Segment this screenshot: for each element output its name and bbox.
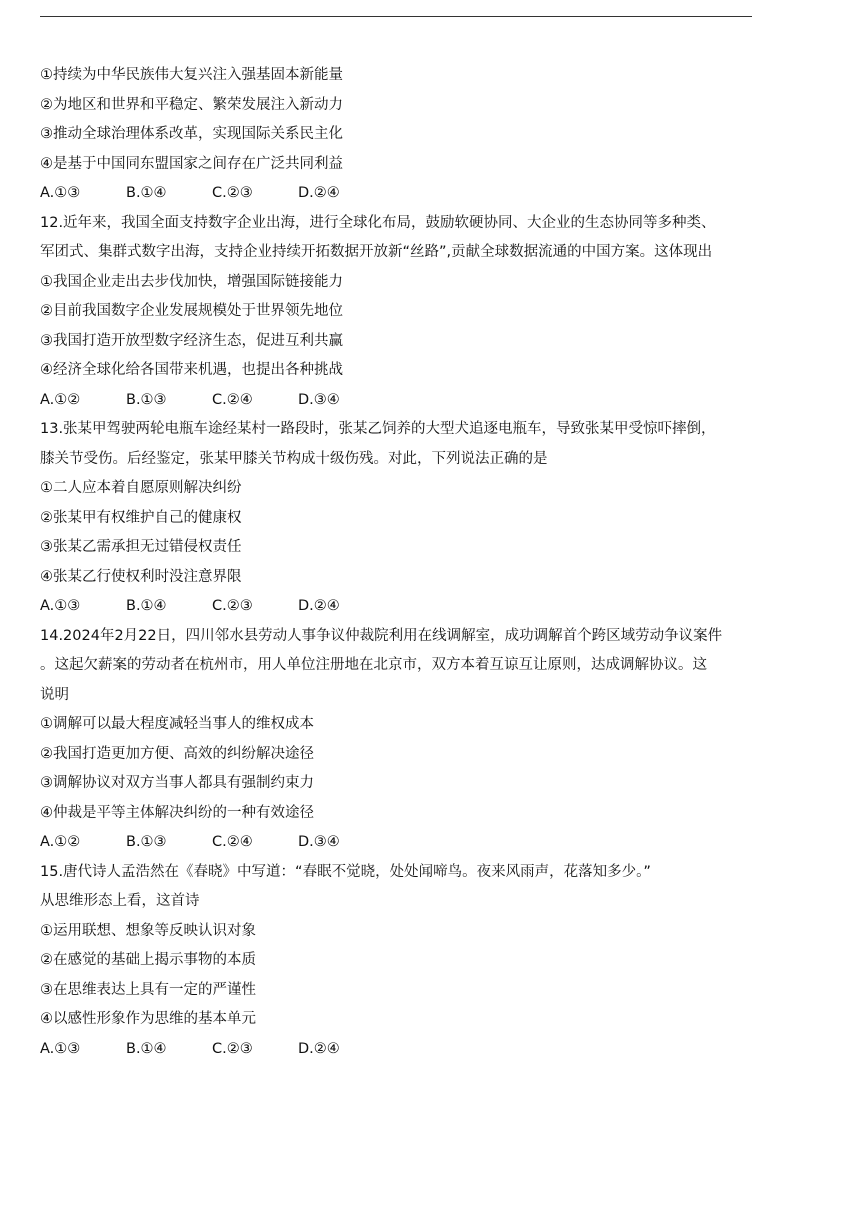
q15-item-2: ②在感觉的基础上揭示事物的本质 xyxy=(40,952,256,968)
q14-stem-line-1: 14.2024年2月22日，四川邻水县劳动人事争议仲裁院利用在线调解室，成功调解首个跨区域劳动争议案件 xyxy=(40,627,723,644)
q13-stem-line-1: 13.张某甲驾驶两轮电瓶车途经某村一路段时，张某乙饲养的大型犬追逐电瓶车，导致张某甲受惊吓摔倒， xyxy=(40,421,716,437)
question-12 xyxy=(40,209,752,416)
q11-item-2: ②为地区和世界和平稳定、繁荣发展注入新动力 xyxy=(40,96,343,113)
q12-item-3: ③我国打造开放型数字经济生态，促进互利共赢 xyxy=(40,332,343,349)
q12-option-b: B.①③ xyxy=(126,391,167,408)
q13-option-c: C.②③ xyxy=(212,598,253,614)
q14-options xyxy=(40,828,752,858)
question-15 xyxy=(40,858,752,1065)
q14-option-a: A.①② xyxy=(40,834,81,850)
q11-item-4: ④是基于中国同东盟国家之间存在广泛共同利益 xyxy=(40,155,343,172)
q15-item-3: ③在思维表达上具有一定的严谨性 xyxy=(40,981,256,998)
q13-item-2: ②张某甲有权维护自己的健康权 xyxy=(40,509,242,526)
q14-item-3: ③调解协议对双方当事人都具有强制约束力 xyxy=(40,775,314,791)
q15-item-4: ④以感性形象作为思维的基本单元 xyxy=(40,1011,256,1027)
q13-item-3: ③张某乙需承担无过错侵权责任 xyxy=(40,539,242,555)
q15-option-c: C.②③ xyxy=(212,1040,253,1057)
q12-options xyxy=(40,386,752,416)
header-rule xyxy=(40,16,752,17)
q12-item-2: ②目前我国数字企业发展规模处于世界领先地位 xyxy=(40,303,343,319)
q11-options xyxy=(40,179,752,209)
q13-option-d: D.②④ xyxy=(298,598,340,614)
question-14 xyxy=(40,622,752,858)
question-11 xyxy=(40,61,752,209)
q12-item-1: ①我国企业走出去步伐加快，增强国际链接能力 xyxy=(40,273,343,290)
q11-option-d: D.②④ xyxy=(298,185,340,201)
question-document xyxy=(40,61,752,1064)
question-13 xyxy=(40,415,752,622)
q14-option-d: D.③④ xyxy=(298,834,340,850)
q12-option-c: C.②④ xyxy=(212,391,253,408)
q15-stem-line-2: 从思维形态上看，这首诗 xyxy=(40,893,200,909)
q12-option-d: D.③④ xyxy=(298,391,340,408)
q13-item-1: ①二人应本着自愿原则解决纠纷 xyxy=(40,480,242,496)
q13-item-4: ④张某乙行使权利时没注意界限 xyxy=(40,568,242,585)
q14-stem-line-3: 说明 xyxy=(40,686,69,703)
q11-option-a: A.①③ xyxy=(40,185,81,201)
q11-item-3: ③推动全球治理体系改革，实现国际关系民主化 xyxy=(40,126,343,142)
q12-item-4: ④经济全球化给各国带来机遇，也提出各种挑战 xyxy=(40,362,343,378)
q14-item-4: ④仲裁是平等主体解决纠纷的一种有效途径 xyxy=(40,804,314,821)
q14-option-c: C.②④ xyxy=(212,834,253,850)
q11-option-b: B.①④ xyxy=(126,185,167,201)
q14-item-2: ②我国打造更加方便、高效的纠纷解决途径 xyxy=(40,745,314,762)
q13-options xyxy=(40,592,752,622)
q14-item-1: ①调解可以最大程度减轻当事人的维权成本 xyxy=(40,716,314,732)
q15-option-b: B.①④ xyxy=(126,1040,167,1057)
q13-stem-line-2: 膝关节受伤。后经鉴定，张某甲膝关节构成十级伤残。对此，下列说法正确的是 xyxy=(40,450,548,467)
q15-option-a: A.①③ xyxy=(40,1040,81,1057)
q11-item-1: ①持续为中华民族伟大复兴注入强基固本新能量 xyxy=(40,67,343,83)
q12-stem-line-1: 12.近年来，我国全面支持数字企业出海，进行全球化布局，鼓励软硬协同、大企业的生态协同等多种类、 xyxy=(40,214,716,231)
q12-option-a: A.①② xyxy=(40,391,81,408)
q13-option-b: B.①④ xyxy=(126,598,167,614)
q15-stem-line-1: 15.唐代诗人孟浩然在《春晓》中写道：“春眠不觉晓，处处闻啼鸟。夜来风雨声，花落知多少。” xyxy=(40,863,651,880)
q11-option-c: C.②③ xyxy=(212,185,253,201)
q13-option-a: A.①③ xyxy=(40,598,81,614)
q15-item-1: ①运用联想、想象等反映认识对象 xyxy=(40,922,256,939)
q14-stem-line-2: 。这起欠薪案的劳动者在杭州市，用人单位注册地在北京市，双方本着互谅互让原则，达成调解协议。这 xyxy=(40,657,707,673)
q15-options xyxy=(40,1035,752,1065)
q14-option-b: B.①③ xyxy=(126,834,167,850)
q12-stem-line-2: 军团式、集群式数字出海，支持企业持续开拓数据开放新“丝路”,贡献全球数据流通的中国方案。这体现出 xyxy=(40,244,713,260)
q15-option-d: D.②④ xyxy=(298,1040,340,1057)
